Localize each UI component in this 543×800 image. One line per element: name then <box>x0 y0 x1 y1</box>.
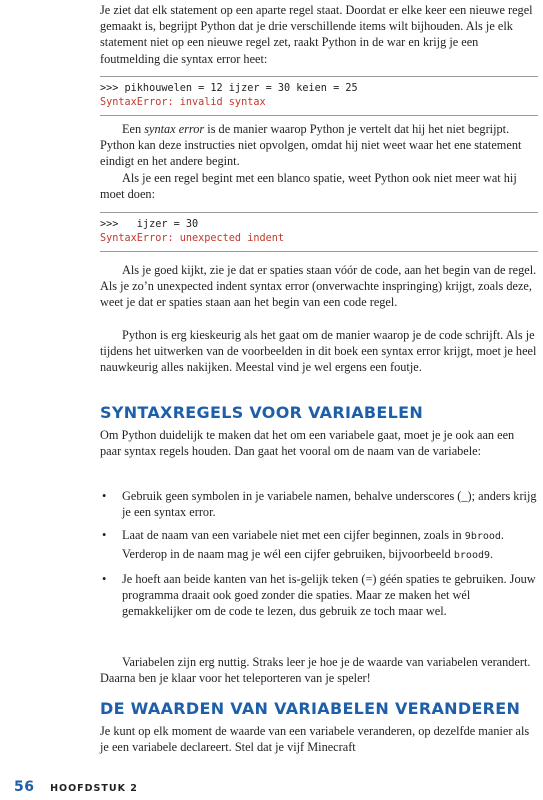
paragraph-variable-rules-intro: Om Python duidelijk te maken dat het om een variabele gaat, moet je je ook aan een paar syntax regels houden. Dan gaat het vooral om de naam van de variabele: <box>100 428 515 459</box>
paragraph-syntax-error-explained <box>100 121 538 170</box>
paragraph-intro: Je ziet dat elk statement op een aparte regel staat. Doordat er elke keer een nieuwe regel gemaakt is, begrijpt Python dat je drie verschillende items wilt bijhouden. Als je elk statement niet op een nieuwe regel zet, raakt Python in de war en krijg je een foutmelding die syntax error heet: <box>100 3 533 66</box>
list-item <box>100 527 538 563</box>
list-item-text: . Verderop in de naam mag je wél een cijfer gebruiken, bijvoorbeeld <box>122 528 504 561</box>
heading-change-values: DE WAARDEN VAN VARIABELEN VERANDEREN <box>100 699 521 718</box>
inline-code: brood9 <box>453 549 491 561</box>
bullet-marker: • <box>102 571 107 586</box>
emphasis-syntax-error: syntax error <box>144 122 205 136</box>
code-line-error: SyntaxError: unexpected indent <box>100 233 285 244</box>
chapter-label: HOOFDSTUK 2 <box>50 783 138 794</box>
bullet-marker: • <box>102 489 107 503</box>
paragraph-variables-useful: Variabelen zijn erg nuttig. Straks leer je hoe je de waarde van variabelen verandert. Daarna ben je klaar voor het teleporteren van je speler! <box>100 655 531 686</box>
heading-syntax-rules: SYNTAXREGELS VOOR VARIABELEN <box>100 403 424 422</box>
list-item-text: Laat de naam van een variabele niet met een cijfer beginnen, zoals in <box>122 528 465 543</box>
inline-code: 9brood <box>464 531 501 543</box>
list-item <box>100 571 538 620</box>
code-line-error: SyntaxError: invalid syntax <box>100 97 266 108</box>
text-fragment: Een <box>122 122 145 136</box>
page-footer <box>14 776 138 795</box>
text-fragment: is de manier waarop Python je vertelt dat hij het niet begrijpt. Python kan deze instructies niet opvolgen, omdat hij niet weet waar het ene statement eindigt en het andere begint. <box>100 122 522 169</box>
paragraph-unexpected-indent: Als je goed kijkt, zie je dat er spaties staan vóór de code, aan het begin van de regel. Als je zo’n unexpected indent syntax error (onverwachte inspringing) krijgt, zoals deze, weet je dat er spaties staan aan het begin van een code regel. <box>100 263 537 310</box>
code-block-unexpected-indent <box>100 212 538 252</box>
rules-list <box>100 488 538 626</box>
list-item-text: Je hoeft aan beide kanten van het is-gelijk teken (=) géén spaties te gebruiken. Jouw programma draait ook goed zonder die spaties. Maar ze maken het wél gemakkelijker om de code te lezen, dus gebruik ze toch maar wel. <box>122 571 536 619</box>
list-item-text: . <box>490 546 494 561</box>
paragraph-change-values: Je kunt op elk moment de waarde van een variabele veranderen, op dezelfde manier als je een variabele declareert. Stel dat je vijf Minecraft <box>100 724 530 755</box>
list-item-text: Gebruik geen symbolen in je variabele namen, behalve underscores (_); anders krijg je een syntax error. <box>122 489 537 520</box>
page-number: 56 <box>14 779 35 795</box>
paragraph-blank-space: Als je een regel begint met een blanco spatie, weet Python ook niet meer wat hij moet doen: <box>100 171 517 202</box>
bullet-marker: • <box>102 528 107 543</box>
code-line-input: >>> ijzer = 30 <box>100 219 199 230</box>
code-line-input: >>> pikhouwelen = 12 ijzer = 30 keien = 25 <box>100 83 358 94</box>
paragraph-python-picky: Python is erg kieskeurig als het gaat om de manier waarop je de code schrijft. Als je tijdens het uitwerken van de voorbeelden in dit boek een syntax error krijgt, moet je heel nauwkeurig alles nakijken. Meestal vind je wel ergens een foutje. <box>100 328 537 375</box>
list-item <box>100 488 538 520</box>
code-block-invalid-syntax <box>100 76 538 116</box>
